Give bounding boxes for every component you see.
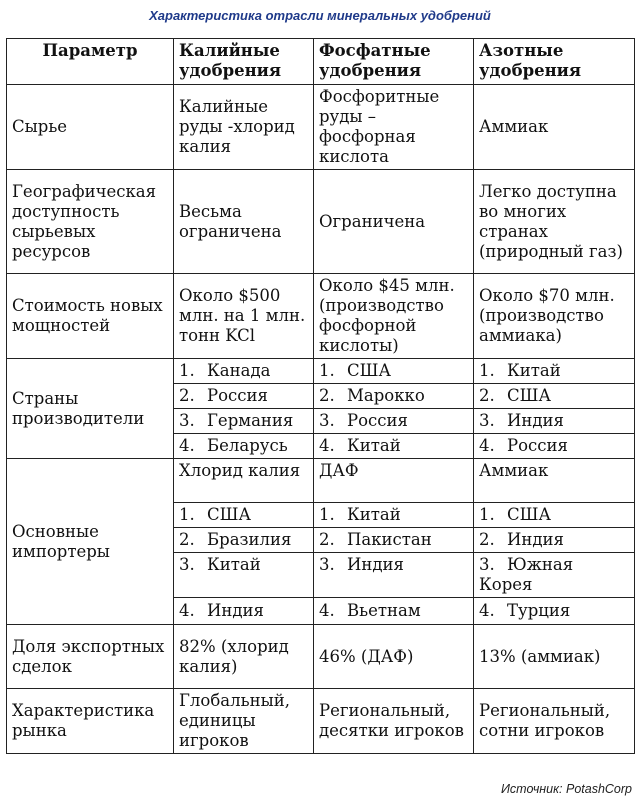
- importers-row-product: [7, 459, 635, 503]
- export-share-nitrogen: 13% (аммиак): [474, 625, 635, 689]
- geo-nitrogen: Легко доступна во многих странах (природный газ): [474, 170, 635, 274]
- producers-potash-1: 1. Канада: [174, 359, 314, 384]
- row-market: [7, 689, 635, 754]
- importers-nitrogen-4: 4. Турция: [474, 598, 635, 625]
- producers-potash-2: 2. Россия: [174, 384, 314, 409]
- export-share-label: Доля экспортных сделок: [7, 625, 174, 689]
- market-nitrogen: Региональный, сотни игроков: [474, 689, 635, 754]
- source-note: Источник: PotashCorp: [500, 782, 632, 796]
- producers-phosphate-1: 1. США: [314, 359, 474, 384]
- producers-nitrogen-2: 2. США: [474, 384, 635, 409]
- market-phosphate: Региональный, десятки игроков: [314, 689, 474, 754]
- producers-potash-3: 3. Германия: [174, 409, 314, 434]
- importers-phosphate-1: 1. Китай: [314, 503, 474, 528]
- raw-phosphate: Фосфоритные руды – фосфорная кислота: [314, 85, 474, 170]
- row-raw: [7, 85, 635, 170]
- importers-nitrogen-1: 1. США: [474, 503, 635, 528]
- header-nitrogen: Азотные удобрения: [474, 39, 635, 85]
- cost-phosphate: Около $45 млн. (производство фосфорной кислоты): [314, 274, 474, 359]
- importers-nitrogen-2: 2. Индия: [474, 528, 635, 553]
- row-geo: [7, 170, 635, 274]
- cost-label: Стоимость новых мощностей: [7, 274, 174, 359]
- geo-phosphate: Ограничена: [314, 170, 474, 274]
- producers-row-1: [7, 359, 635, 384]
- fertilizer-industry-table: [6, 38, 635, 754]
- row-export-share: [7, 625, 635, 689]
- producers-nitrogen-4: 4. Россия: [474, 434, 635, 459]
- producers-phosphate-2: 2. Марокко: [314, 384, 474, 409]
- importers-potash-4: 4. Индия: [174, 598, 314, 625]
- header-phosphate: Фосфатные удобрения: [314, 39, 474, 85]
- importers-phosphate-3: 3. Индия: [314, 553, 474, 598]
- producers-phosphate-3: 3. Россия: [314, 409, 474, 434]
- producers-potash-4: 4. Беларусь: [174, 434, 314, 459]
- raw-label: Сырье: [7, 85, 174, 170]
- market-potash: Глобальный, единицы игроков: [174, 689, 314, 754]
- header-potash: Калийные удобрения: [174, 39, 314, 85]
- importers-phosphate-4: 4. Вьетнам: [314, 598, 474, 625]
- importers-phosphate-2: 2. Пакистан: [314, 528, 474, 553]
- importers-nitrogen-product: Аммиак: [474, 459, 635, 503]
- producers-nitrogen-3: 3. Индия: [474, 409, 635, 434]
- document-title: Характеристика отрасли минеральных удобрений: [149, 8, 491, 23]
- market-label: Характеристика рынка: [7, 689, 174, 754]
- header-parameter: Параметр: [7, 39, 174, 85]
- geo-label: Географическая доступность сырьевых ресурсов: [7, 170, 174, 274]
- producers-phosphate-4: 4. Китай: [314, 434, 474, 459]
- export-share-potash: 82% (хлорид калия): [174, 625, 314, 689]
- raw-potash: Калийные руды -хлорид калия: [174, 85, 314, 170]
- producers-nitrogen-1: 1. Китай: [474, 359, 635, 384]
- cost-potash: Около $500 млн. на 1 млн. тонн KCl: [174, 274, 314, 359]
- producers-label: Страны производители: [7, 359, 174, 459]
- importers-potash-1: 1. США: [174, 503, 314, 528]
- importers-potash-3: 3. Китай: [174, 553, 314, 598]
- importers-phosphate-product: ДАФ: [314, 459, 474, 503]
- raw-nitrogen: Аммиак: [474, 85, 635, 170]
- importers-nitrogen-3: 3. Южная Корея: [474, 553, 635, 598]
- export-share-phosphate: 46% (ДАФ): [314, 625, 474, 689]
- importers-potash-2: 2. Бразилия: [174, 528, 314, 553]
- row-cost: [7, 274, 635, 359]
- header-row: [7, 39, 635, 85]
- importers-label: Основные импортеры: [7, 459, 174, 625]
- importers-potash-product: Хлорид калия: [174, 459, 314, 503]
- geo-potash: Весьма ограничена: [174, 170, 314, 274]
- cost-nitrogen: Около $70 млн. (производство аммиака): [474, 274, 635, 359]
